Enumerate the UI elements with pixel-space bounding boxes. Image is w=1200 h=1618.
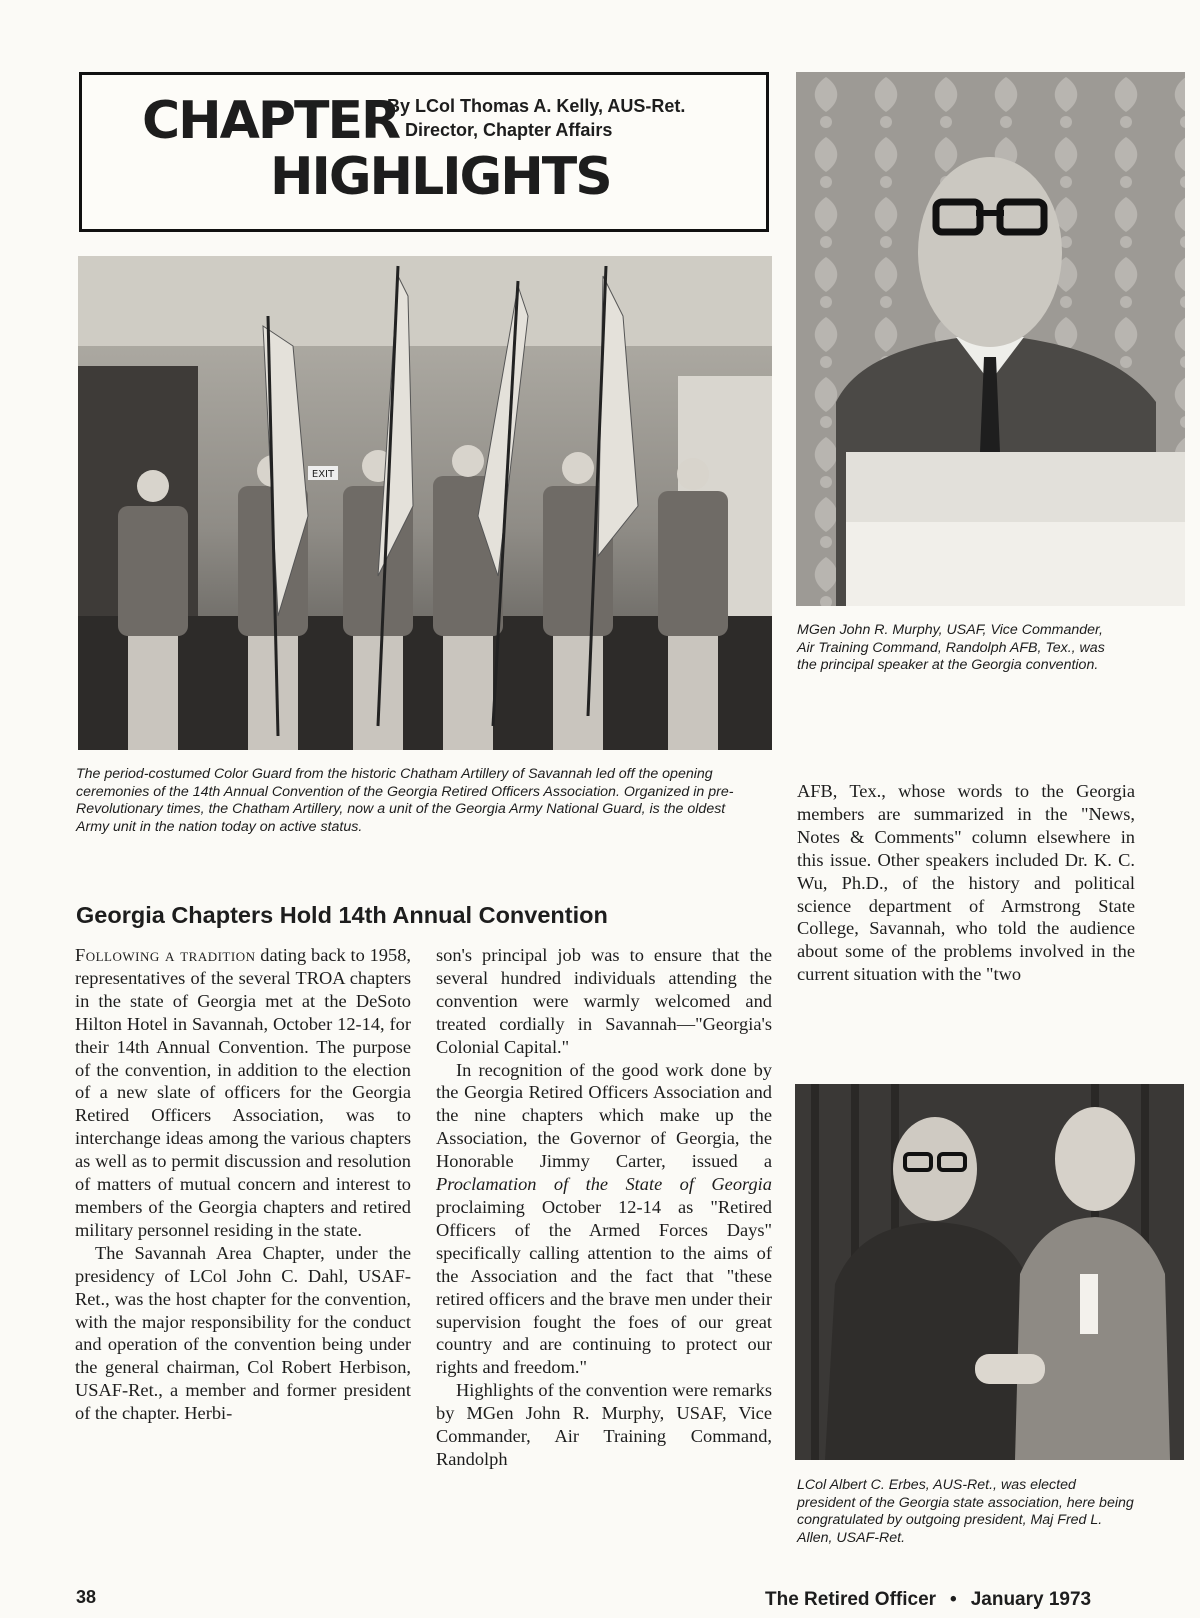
lead-in: Following a tradition (75, 945, 256, 965)
handshake-photo (795, 1084, 1184, 1460)
issue-date: January 1973 (970, 1589, 1092, 1610)
paragraph-6: AFB, Tex., whose words to the Georgia members are summarized in the "News, Notes & Comments" column elsewhere in this issue. Other speakers included Dr. K. C. Wu, Ph.D., of the history and political science department of Armstrong State College, Savannah, who told the audience about some of the problems involved in the current situation with the "two (797, 781, 1135, 985)
article-column-1 (75, 944, 411, 1425)
article-column-3 (797, 780, 1135, 986)
header-box (79, 72, 769, 232)
color-guard-caption: The period-costumed Color Guard from the historic Chatham Artillery of Savannah led off the opening ceremonies of the 14th Annual Convention of the Georgia Retired Officers Association. Organized in pre-Revolutionary times, the Chatham Artillery, now a unit of the Georgia Army National Guard, is the oldest Army unit in the nation today on active status. (76, 766, 734, 835)
paragraph-3: son's principal job was to ensure that the several hundred individuals attending the convention were warmly welcomed and treated cordially in Savannah—"Georgia's Colonial Capital." (436, 945, 772, 1057)
speaker-photo (796, 72, 1185, 606)
speaker-caption: MGen John R. Murphy, USAF, Vice Commander, Air Training Command, Randolph AFB, Tex., was the principal speaker at the Georgia convention. (797, 622, 1105, 673)
paragraph-4: In recognition of the good work done by the Georgia Retired Officers Association and the nine chapters which make up the Association, the Governor of Georgia, the Honorable Jimmy Carter, issued a Proclamation of the State of Georgia proclaiming October 12-14 as "Retired Officers of the Armed Forces Days" specifically calling attention to the aims of the Association and the fact that "these retired officers and the brave men under their supervision fought the foes of our great country and are continuing to protect our rights and freedom." (436, 1059, 772, 1378)
paragraph-5: Highlights of the convention were remarks by MGen John R. Murphy, USAF, Vice Commander, Air Training Command, Randolph (436, 1380, 772, 1469)
logo-chapter: CHAPTER (142, 91, 400, 151)
byline-title: Director, Chapter Affairs (405, 120, 613, 140)
byline-author: By LCol Thomas A. Kelly, AUS-Ret. (387, 96, 686, 116)
paragraph-2: The Savannah Area Chapter, under the presidency of LCol John C. Dahl, USAF-Ret., was the host chapter for the convention, with the major responsibility for the conduct and operation of the convention being under the general chairman, Col Robert Herbison, USAF-Ret., a member and former president of the chapter. Herbi- (75, 1242, 411, 1424)
magazine-title: The Retired Officer (765, 1589, 937, 1610)
exit-sign: EXIT (311, 469, 335, 480)
footer-magazine (765, 1589, 1091, 1611)
page-number: 38 (76, 1587, 97, 1607)
article-headline: Georgia Chapters Hold 14th Annual Convention (76, 902, 608, 928)
article-column-2 (436, 944, 772, 1471)
bullet-separator: • (950, 1589, 957, 1610)
handshake-caption: LCol Albert C. Erbes, AUS-Ret., was elected president of the Georgia state association, here being congratulated by outgoing president, Maj Fred L. Allen, USAF-Ret. (797, 1477, 1134, 1546)
paragraph-1: Following a tradition dating back to 1958, representatives of the several TROA chapters in the state of Georgia met at the DeSoto Hilton Hotel in Savannah, October 12-14, for their 14th Annual Convention. The purpose of the convention, in addition to the election of a new slate of officers for the Georgia Retired Officers Association, was to interchange ideas among the various chapters as well as to permit discussion and resolution of matters of mutual concern and interest to members of the Georgia chapters and retired military personnel residing in the state. (75, 945, 411, 1240)
logo-highlights: HIGHLIGHTS (270, 147, 611, 207)
color-guard-photo (78, 256, 772, 750)
